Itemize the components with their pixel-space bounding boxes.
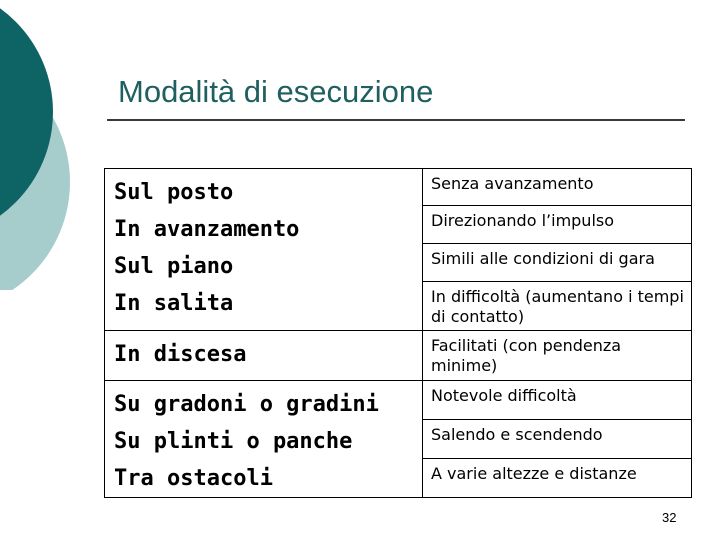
mode-description: Notevole difficoltà (423, 381, 692, 420)
mode-description: Senza avanzamento (423, 169, 692, 206)
modes-table (104, 168, 692, 498)
title-underline (107, 119, 685, 121)
mode-label: Su plinti o panche (114, 429, 353, 454)
mode-description: Salendo e scendendo (423, 420, 692, 458)
mode-description: A varie altezze e distanze (423, 458, 692, 497)
mode-label: Tra ostacoli (114, 466, 273, 491)
mode-description: Direzionando l’impulso (423, 206, 692, 244)
left-group-1 (105, 169, 423, 331)
mode-label: In avanzamento (114, 217, 300, 242)
mode-label: Sul piano (114, 254, 234, 279)
decorative-circles (0, 0, 80, 290)
mode-description: In difficoltà (aumentano i tempi di contatto) (423, 282, 692, 331)
table-row (105, 331, 692, 381)
mode-description: Simili alle condizioni di gara (423, 244, 692, 282)
page-number: 32 (662, 510, 677, 525)
left-group-3 (105, 381, 423, 498)
table-row (105, 381, 692, 420)
mode-label: Sul posto (114, 180, 234, 205)
table-row (105, 169, 692, 206)
left-group-2 (105, 331, 423, 381)
mode-label: In discesa (114, 342, 247, 367)
mode-description: Facilitati (con pendenza minime) (423, 331, 692, 381)
slide-title: Modalità di esecuzione (118, 74, 434, 109)
mode-label: In salita (114, 291, 234, 316)
mode-label: Su gradoni o gradini (114, 392, 379, 417)
